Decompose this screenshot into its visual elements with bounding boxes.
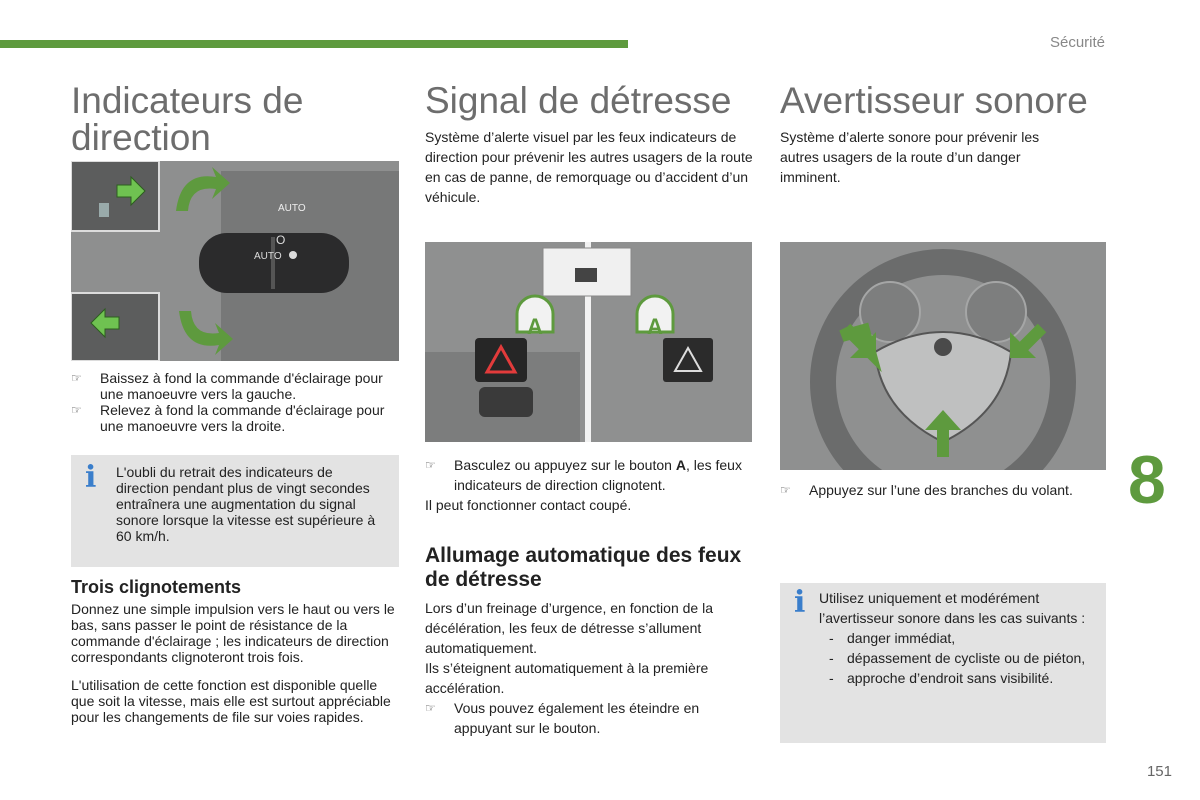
- bullet-marker-icon: ☞: [780, 483, 791, 497]
- button-a-label: A: [527, 314, 543, 339]
- info-horn-item: - approche d’endroit sans visibilité.: [819, 668, 1091, 688]
- header-green-bar: [0, 40, 628, 48]
- info-horn-item: - danger immédiat,: [819, 628, 1091, 648]
- stalk-illustration: [71, 161, 399, 361]
- info-horn-intro: Utilisez uniquement et modérément l’avertisseur sonore dans les cas suivants :: [819, 590, 1086, 626]
- stalk-auto-top-label: AUTO: [278, 203, 306, 214]
- info-text-indicators: L'oubli du retrait des indicateurs de direction pendant plus de vingt secondes entraînera une augmentation du signal sonore lorsque la vitesse est supérieure à 60 km/h.: [116, 464, 376, 544]
- subheading-auto-hazard: Allumage automatique des feux de détresse: [425, 544, 742, 591]
- bullet-left-text: Baissez à fond la commande d'éclairage pour une manoeuvre vers la gauche.: [100, 370, 383, 402]
- page-number: 151: [1146, 763, 1172, 780]
- title-indicators: Indicateurs de direction: [71, 80, 304, 158]
- title-hazard: Signal de détresse: [425, 80, 732, 121]
- title-horn: Avertisseur sonore: [780, 80, 1088, 121]
- bullet-marker-icon: ☞: [71, 403, 82, 417]
- section-label: Sécurité: [1049, 34, 1105, 51]
- info-horn-item: - dépassement de cycliste ou de piéton,: [819, 648, 1091, 668]
- hazard-bullet: [425, 455, 784, 495]
- auto-hazard-para2: Ils s’éteignent automatiquement à la première accélération.: [425, 660, 709, 696]
- three-flashes-para2: L'utilisation de cette fonction est disponible quelle que soit la vitesse, mais elle est surtout appréciable pour les changements de file sur voies rapides.: [71, 677, 391, 725]
- three-flashes-para1: Donnez une simple impulsion vers le haut ou vers le bas, sans passer le point de résistance de la commande d'éclairage ; les indicateurs de direction correspondants clignoteront trois fois.: [71, 601, 395, 665]
- stalk-o-label: O: [276, 233, 286, 247]
- button-a-label-2: A: [647, 314, 663, 339]
- horn-bullet: [780, 481, 1139, 499]
- steering-wheel-illustration: [780, 242, 1106, 470]
- hazard-bullet-post: , les feux indicateurs de direction clignotent.: [454, 457, 742, 493]
- auto-hazard-section: [425, 544, 755, 738]
- auto-hazard-bullet: [425, 698, 755, 738]
- info-box-horn: [780, 583, 1106, 743]
- hazard-button-illustration: [425, 242, 752, 442]
- info-horn-list: [819, 628, 1091, 688]
- auto-hazard-para1: Lors d’un freinage d’urgence, en fonction de la décélération, les feux de détresse s’allument automatiquement.: [425, 600, 713, 656]
- stalk-auto-label: AUTO: [254, 251, 282, 262]
- auto-hazard-bullet-text: Vous pouvez également les éteindre en appuyant sur le bouton.: [454, 700, 700, 736]
- bullet-marker-icon: ☞: [425, 701, 436, 715]
- info-box-indicators: [71, 455, 399, 567]
- indicator-bullets: [71, 370, 399, 434]
- chapter-number: 8: [1128, 442, 1166, 518]
- stalk-svg: [71, 161, 399, 361]
- subheading-three-flashes: Trois clignotements: [71, 577, 242, 597]
- bullet-left-turn: [71, 370, 399, 402]
- three-flashes-section: [71, 576, 401, 725]
- info-icon: i: [794, 585, 806, 620]
- hazard-note: Il peut fonctionner contact coupé.: [425, 497, 632, 513]
- hazard-bullet-pre: Basculez ou appuyez sur le bouton: [454, 457, 676, 473]
- bullet-marker-icon: ☞: [425, 458, 436, 472]
- bullet-marker-icon: ☞: [71, 371, 82, 385]
- hazard-svg: [425, 242, 752, 442]
- horn-intro: Système d’alerte sonore pour prévenir les autres usagers de la route d’un danger imminent.: [780, 129, 1040, 185]
- hazard-bullet-bold: A: [675, 457, 686, 473]
- steering-wheel-svg: [780, 242, 1106, 470]
- horn-bullet-text: Appuyez sur l’une des branches du volant.: [809, 482, 1073, 498]
- hazard-intro: Système d’alerte visuel par les feux indicateurs de direction pour prévenir les autres usagers de la route en cas de panne, de remorquage ou d’accident d’un véhicule.: [425, 129, 753, 205]
- info-icon: i: [85, 460, 97, 495]
- bullet-right-text: Relevez à fond la commande d'éclairage pour une manoeuvre vers la droite.: [100, 402, 385, 434]
- info-horn-content: [819, 588, 1091, 688]
- bullet-right-turn: [71, 402, 399, 434]
